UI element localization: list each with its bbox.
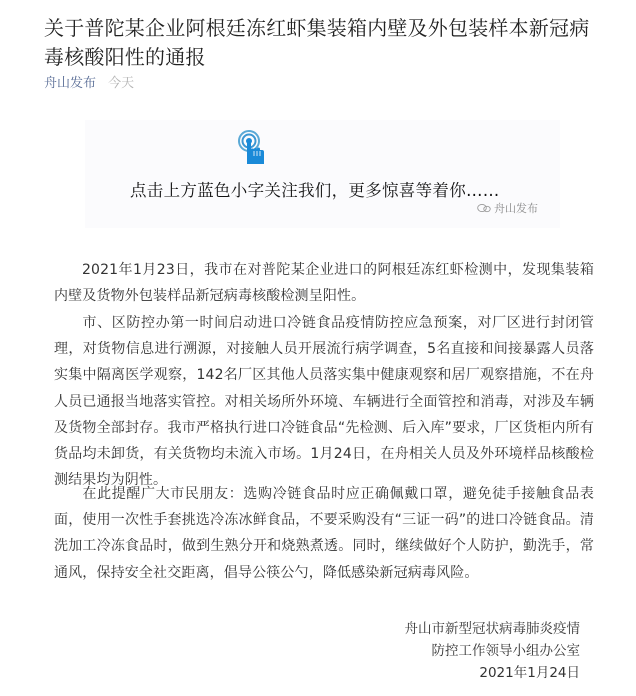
signature-org-line-1: 舟山市新型冠状病毒肺炎疫情 <box>404 621 580 637</box>
follow-banner-image <box>85 120 560 228</box>
article-meta <box>44 76 134 92</box>
publish-time: 今天 <box>108 76 135 91</box>
paragraph-1-text: 2021年1月23日，我市在对普陀某企业进口的阿根廷冻红虾检测中，发现集装箱内壁及货物外包装样品新冠病毒核酸检测呈阳性。 <box>54 262 594 305</box>
tap-finger-icon <box>238 130 266 166</box>
paragraph-2 <box>54 310 594 493</box>
signature-date: 2021年1月24日 <box>479 665 580 681</box>
signature-org-line-2: 防控工作领导小组办公室 <box>431 643 580 659</box>
follow-slogan: 点击上方蓝色小字关注我们，更多惊喜等着你…… <box>130 181 500 200</box>
watermark-text: 舟山发布 <box>494 202 538 215</box>
paragraph-3 <box>54 481 594 586</box>
account-name-link[interactable]: 舟山发布 <box>44 76 97 91</box>
watermark <box>477 200 538 216</box>
paragraph-1 <box>54 257 594 309</box>
paragraph-3-text: 在此提醒广大市民朋友：选购冷链食品时应正确佩戴口罩，避免徒手接触食品表面，使用一次性手套挑选冷冻冰鲜食品，不要采购没有“三证一码”的进口冷链食品。清洗加工冷冻食品时，做到生熟分开和烧熟煮透。同时，继续做好个人防护，勤洗手，常通风，保持安全社交距离，倡导公筷公勺，降低感染新冠病毒风险。 <box>54 486 594 581</box>
signature-block <box>405 618 581 684</box>
wechat-icon <box>477 203 491 213</box>
paragraph-2-text: 市、区防控办第一时间启动进口冷链食品疫情防控应急预案，对厂区进行封闭管理，对货物信息进行溯源，对接触人员开展流行病学调查，5名直接和间接暴露人员落实集中隔离医学观察，142名厂区其他人员落实集中健康观察和居厂观察措施，不在舟人员已通报当地落实管控。对相关场所外环境、车辆进行全面管控和消毒，对涉及车辆及货物全部封存。我市严格执行进口冷链食品“先检测、后入库”要求，厂区货柜内所有货品均未卸货，有关货物均未流入市场。1月24日，在舟相关人员及外环境样品核酸检测结果均为阴性。 <box>54 315 594 489</box>
article-title: 关于普陀某企业阿根廷冻红虾集装箱内壁及外包装样本新冠病毒核酸阳性的通报 <box>44 16 590 69</box>
